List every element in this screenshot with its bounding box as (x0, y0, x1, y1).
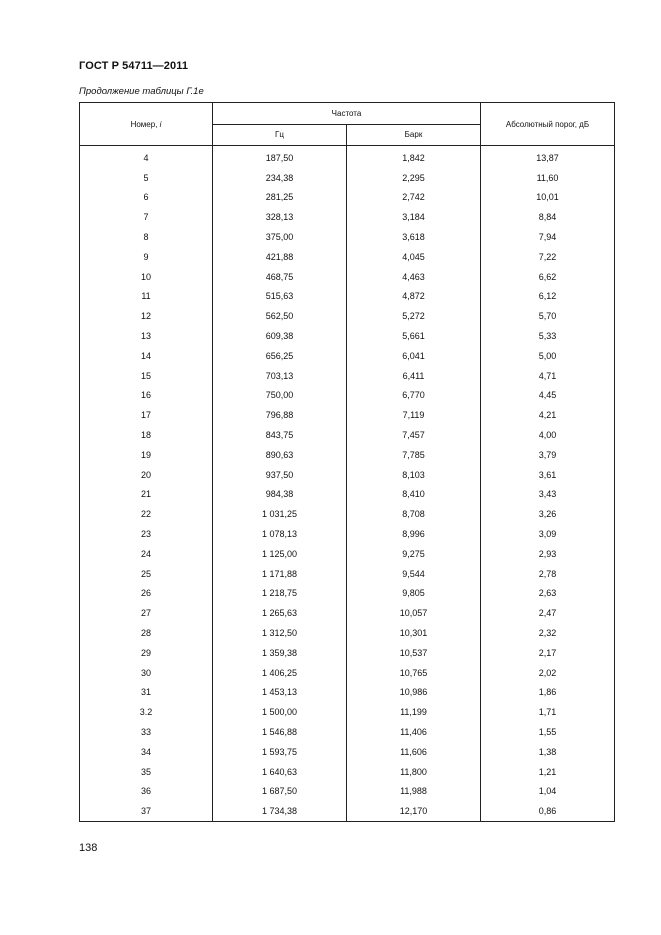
cell-number: 4 (80, 146, 213, 168)
data-table-container (79, 102, 614, 822)
cell-number: 18 (80, 425, 213, 445)
table-caption: Продолжение таблицы Г.1е (79, 86, 204, 97)
cell-hz: 1 078,13 (213, 524, 347, 544)
cell-number: 30 (80, 663, 213, 683)
cell-threshold: 4,00 (481, 425, 615, 445)
table-row (80, 742, 615, 762)
cell-hz: 468,75 (213, 267, 347, 287)
cell-hz: 1 500,00 (213, 702, 347, 722)
cell-threshold: 5,33 (481, 326, 615, 346)
table-row (80, 663, 615, 683)
cell-bark: 5,272 (347, 306, 481, 326)
cell-threshold: 1,55 (481, 722, 615, 742)
cell-bark: 1,842 (347, 146, 481, 168)
cell-hz: 1 218,75 (213, 584, 347, 604)
cell-hz: 1 593,75 (213, 742, 347, 762)
cell-hz: 1 031,25 (213, 504, 347, 524)
cell-threshold: 5,00 (481, 346, 615, 366)
cell-hz: 234,38 (213, 168, 347, 188)
cell-bark: 11,988 (347, 782, 481, 802)
cell-threshold: 11,60 (481, 168, 615, 188)
cell-bark: 4,872 (347, 287, 481, 307)
cell-threshold: 4,71 (481, 366, 615, 386)
cell-threshold: 13,87 (481, 146, 615, 168)
cell-number: 13 (80, 326, 213, 346)
cell-threshold: 8,84 (481, 207, 615, 227)
cell-bark: 10,537 (347, 643, 481, 663)
cell-threshold: 3,79 (481, 445, 615, 465)
table-row (80, 603, 615, 623)
cell-number: 22 (80, 504, 213, 524)
cell-threshold: 7,94 (481, 227, 615, 247)
page-number: 138 (79, 842, 98, 854)
cell-number: 14 (80, 346, 213, 366)
table-row (80, 801, 615, 821)
cell-number: 26 (80, 584, 213, 604)
cell-number: 27 (80, 603, 213, 623)
cell-threshold: 2,78 (481, 564, 615, 584)
table-row (80, 643, 615, 663)
cell-number: 25 (80, 564, 213, 584)
cell-hz: 1 359,38 (213, 643, 347, 663)
table-row (80, 564, 615, 584)
cell-bark: 6,770 (347, 386, 481, 406)
cell-number: 35 (80, 762, 213, 782)
cell-bark: 3,618 (347, 227, 481, 247)
cell-number: 8 (80, 227, 213, 247)
cell-threshold: 1,86 (481, 683, 615, 703)
cell-hz: 562,50 (213, 306, 347, 326)
cell-number: 3.2 (80, 702, 213, 722)
cell-hz: 796,88 (213, 405, 347, 425)
table-row (80, 346, 615, 366)
cell-bark: 8,103 (347, 465, 481, 485)
header-frequency: Частота (213, 103, 481, 125)
cell-threshold: 5,70 (481, 306, 615, 326)
cell-threshold: 7,22 (481, 247, 615, 267)
table-row (80, 188, 615, 208)
table-row (80, 287, 615, 307)
cell-hz: 328,13 (213, 207, 347, 227)
cell-hz: 609,38 (213, 326, 347, 346)
cell-number: 20 (80, 465, 213, 485)
cell-bark: 12,170 (347, 801, 481, 821)
cell-threshold: 6,62 (481, 267, 615, 287)
cell-bark: 7,457 (347, 425, 481, 445)
cell-number: 6 (80, 188, 213, 208)
table-row (80, 247, 615, 267)
table-row (80, 485, 615, 505)
cell-number: 24 (80, 544, 213, 564)
cell-number: 31 (80, 683, 213, 703)
cell-bark: 11,406 (347, 722, 481, 742)
cell-bark: 4,463 (347, 267, 481, 287)
cell-number: 15 (80, 366, 213, 386)
table-row (80, 544, 615, 564)
header-number: Номер, i (80, 103, 213, 146)
table-row (80, 584, 615, 604)
cell-number: 19 (80, 445, 213, 465)
cell-bark: 2,742 (347, 188, 481, 208)
table-body (80, 146, 615, 822)
table-row (80, 762, 615, 782)
cell-number: 21 (80, 485, 213, 505)
cell-threshold: 2,63 (481, 584, 615, 604)
data-table (79, 102, 615, 822)
cell-number: 28 (80, 623, 213, 643)
cell-hz: 703,13 (213, 366, 347, 386)
table-row (80, 366, 615, 386)
cell-hz: 1 125,00 (213, 544, 347, 564)
cell-hz: 1 171,88 (213, 564, 347, 584)
cell-threshold: 2,32 (481, 623, 615, 643)
cell-hz: 843,75 (213, 425, 347, 445)
cell-hz: 750,00 (213, 386, 347, 406)
cell-threshold: 1,71 (481, 702, 615, 722)
cell-bark: 6,041 (347, 346, 481, 366)
table-header (80, 103, 615, 146)
cell-bark: 7,119 (347, 405, 481, 425)
cell-threshold: 1,21 (481, 762, 615, 782)
cell-hz: 984,38 (213, 485, 347, 505)
cell-threshold: 4,45 (481, 386, 615, 406)
cell-threshold: 3,26 (481, 504, 615, 524)
header-threshold: Абсолютный порог, дБ (481, 103, 615, 146)
cell-number: 7 (80, 207, 213, 227)
cell-number: 37 (80, 801, 213, 821)
cell-number: 29 (80, 643, 213, 663)
cell-number: 10 (80, 267, 213, 287)
cell-threshold: 2,93 (481, 544, 615, 564)
table-row (80, 782, 615, 802)
table-row (80, 207, 615, 227)
table-row (80, 168, 615, 188)
table-row (80, 465, 615, 485)
cell-threshold: 1,38 (481, 742, 615, 762)
table-row (80, 504, 615, 524)
cell-threshold: 4,21 (481, 405, 615, 425)
table-row (80, 405, 615, 425)
cell-number: 11 (80, 287, 213, 307)
cell-number: 23 (80, 524, 213, 544)
table-row (80, 623, 615, 643)
cell-threshold: 2,17 (481, 643, 615, 663)
cell-bark: 9,275 (347, 544, 481, 564)
cell-hz: 890,63 (213, 445, 347, 465)
table-row (80, 524, 615, 544)
cell-hz: 1 546,88 (213, 722, 347, 742)
cell-bark: 9,805 (347, 584, 481, 604)
cell-bark: 8,410 (347, 485, 481, 505)
cell-hz: 187,50 (213, 146, 347, 168)
cell-number: 9 (80, 247, 213, 267)
cell-bark: 4,045 (347, 247, 481, 267)
cell-bark: 8,708 (347, 504, 481, 524)
cell-threshold: 3,43 (481, 485, 615, 505)
cell-hz: 1 312,50 (213, 623, 347, 643)
table-row (80, 146, 615, 168)
table-row (80, 227, 615, 247)
cell-hz: 1 453,13 (213, 683, 347, 703)
cell-threshold: 0,86 (481, 801, 615, 821)
header-number-index: i (159, 119, 162, 129)
cell-hz: 515,63 (213, 287, 347, 307)
cell-bark: 11,199 (347, 702, 481, 722)
table-row (80, 306, 615, 326)
table-row (80, 445, 615, 465)
header-bark: Барк (347, 124, 481, 146)
cell-threshold: 10,01 (481, 188, 615, 208)
cell-hz: 1 265,63 (213, 603, 347, 623)
header-hz: Гц (213, 124, 347, 146)
cell-bark: 10,057 (347, 603, 481, 623)
cell-threshold: 2,02 (481, 663, 615, 683)
cell-number: 16 (80, 386, 213, 406)
cell-number: 33 (80, 722, 213, 742)
cell-bark: 3,184 (347, 207, 481, 227)
cell-hz: 281,25 (213, 188, 347, 208)
table-row (80, 702, 615, 722)
cell-hz: 1 406,25 (213, 663, 347, 683)
table-row (80, 722, 615, 742)
cell-threshold: 1,04 (481, 782, 615, 802)
cell-bark: 10,986 (347, 683, 481, 703)
cell-bark: 11,800 (347, 762, 481, 782)
cell-hz: 1 687,50 (213, 782, 347, 802)
cell-hz: 937,50 (213, 465, 347, 485)
cell-number: 12 (80, 306, 213, 326)
cell-threshold: 3,61 (481, 465, 615, 485)
cell-bark: 8,996 (347, 524, 481, 544)
cell-hz: 375,00 (213, 227, 347, 247)
cell-hz: 1 734,38 (213, 801, 347, 821)
cell-hz: 1 640,63 (213, 762, 347, 782)
cell-threshold: 3,09 (481, 524, 615, 544)
cell-bark: 9,544 (347, 564, 481, 584)
cell-hz: 421,88 (213, 247, 347, 267)
cell-bark: 7,785 (347, 445, 481, 465)
cell-number: 36 (80, 782, 213, 802)
table-row (80, 683, 615, 703)
cell-threshold: 6,12 (481, 287, 615, 307)
table-row (80, 326, 615, 346)
table-row (80, 267, 615, 287)
cell-hz: 656,25 (213, 346, 347, 366)
cell-bark: 10,765 (347, 663, 481, 683)
cell-bark: 11,606 (347, 742, 481, 762)
cell-number: 34 (80, 742, 213, 762)
cell-bark: 2,295 (347, 168, 481, 188)
cell-bark: 5,661 (347, 326, 481, 346)
table-row (80, 425, 615, 445)
cell-threshold: 2,47 (481, 603, 615, 623)
document-id: ГОСТ Р 54711—2011 (79, 60, 189, 72)
cell-bark: 10,301 (347, 623, 481, 643)
cell-number: 17 (80, 405, 213, 425)
cell-bark: 6,411 (347, 366, 481, 386)
cell-number: 5 (80, 168, 213, 188)
table-row (80, 386, 615, 406)
